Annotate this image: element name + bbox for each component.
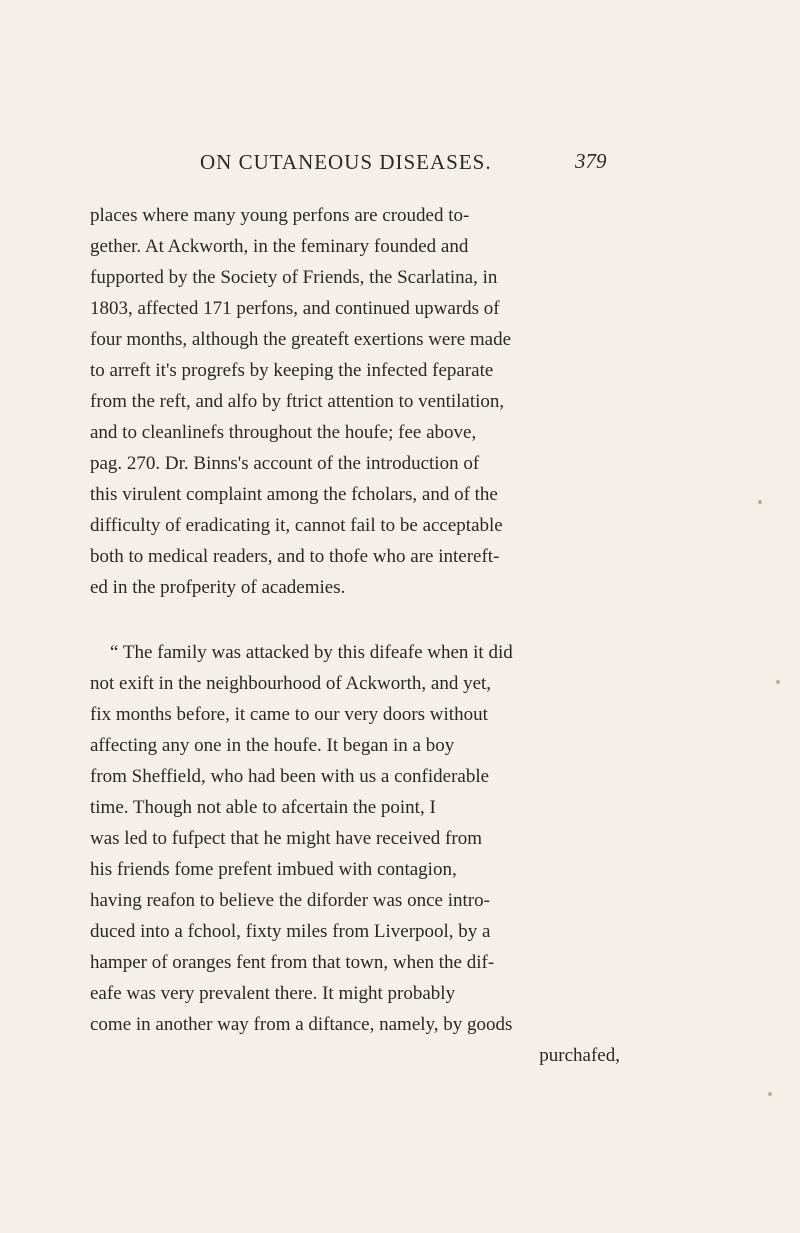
text-line: fix months before, it came to our very doors without xyxy=(90,704,488,725)
paper-speck xyxy=(758,500,762,504)
text-line: affecting any one in the houfe. It began in a boy xyxy=(90,735,455,756)
text-line: not exift in the neighbourhood of Ackworth, and yet, xyxy=(90,673,492,694)
text-line: “ The family was attacked by this difeafe when it did xyxy=(110,642,513,663)
catchword-line xyxy=(90,1040,620,1071)
text-line: both to medical readers, and to thofe who are intereft- xyxy=(90,546,500,567)
paragraph-1 xyxy=(90,200,620,603)
text-line: to arreft it's progrefs by keeping the infected feparate xyxy=(90,360,494,381)
text-line: and to cleanlinefs throughout the houfe; fee above, xyxy=(90,422,477,443)
text-line: 1803, affected 171 perfons, and continued upwards of xyxy=(90,298,500,319)
text-line: his friends fome prefent imbued with contagion, xyxy=(90,859,457,880)
catchword: purchafed, xyxy=(539,1045,620,1066)
body-text xyxy=(90,200,620,1071)
paper-speck xyxy=(768,1092,772,1096)
text-line: from Sheffield, who had been with us a confiderable xyxy=(90,766,490,787)
page-number: 379 xyxy=(575,149,607,173)
text-line: having reafon to believe the diforder was once intro- xyxy=(90,890,490,911)
text-line: ed in the profperity of academies. xyxy=(90,577,346,598)
text-line: this virulent complaint among the fcholars, and of the xyxy=(90,484,498,505)
paragraph-2 xyxy=(90,637,620,1040)
text-line: was led to fufpect that he might have received from xyxy=(90,828,482,849)
text-line: difficulty of eradicating it, cannot fail to be acceptable xyxy=(90,515,503,536)
text-line: duced into a fchool, fixty miles from Liverpool, by a xyxy=(90,921,491,942)
text-line: places where many young perfons are crouded to- xyxy=(90,205,470,226)
text-line: four months, although the greateft exertions were made xyxy=(90,329,512,350)
text-line: come in another way from a diftance, namely, by goods xyxy=(90,1014,513,1035)
text-line: gether. At Ackworth, in the feminary founded and xyxy=(90,236,469,257)
text-line: from the reft, and alfo by ftrict attention to ventilation, xyxy=(90,391,505,412)
text-line: eafe was very prevalent there. It might probably xyxy=(90,983,456,1004)
paper-speck xyxy=(776,680,780,684)
running-head-title: ON CUTANEOUS DISEASES. xyxy=(200,150,492,174)
text-line: hamper of oranges fent from that town, when the dif- xyxy=(90,952,495,973)
text-line: pag. 270. Dr. Binns's account of the introduction of xyxy=(90,453,480,474)
paragraph-gap xyxy=(90,603,620,637)
text-line: fupported by the Society of Friends, the Scarlatina, in xyxy=(90,267,498,288)
text-line: time. Though not able to afcertain the point, I xyxy=(90,797,436,818)
